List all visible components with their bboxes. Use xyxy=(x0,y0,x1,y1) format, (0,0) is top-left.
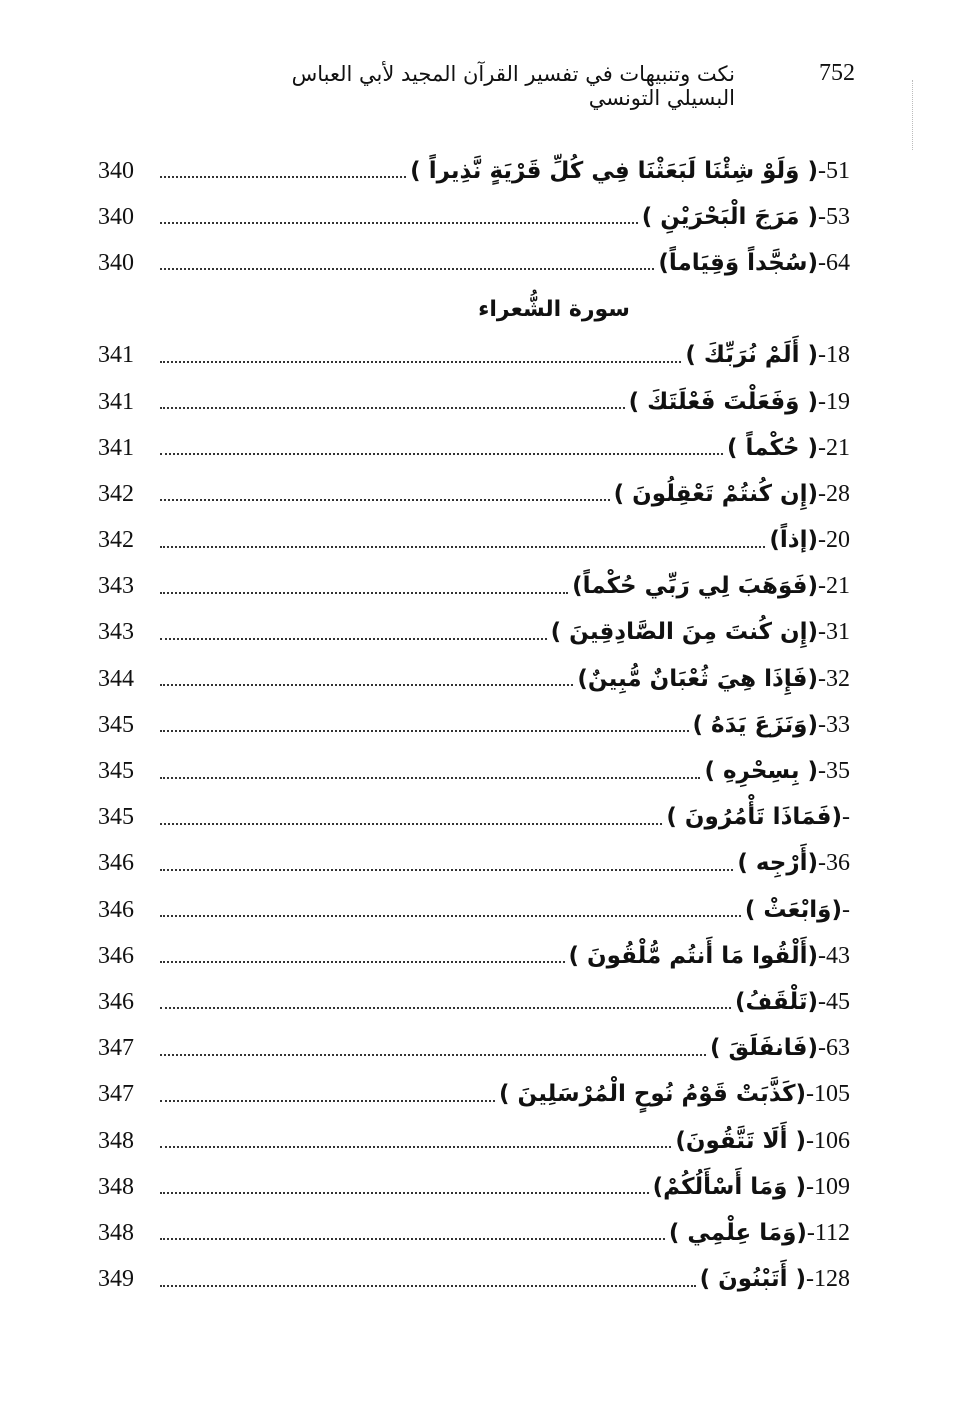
dash-separator: - xyxy=(818,573,826,600)
toc-row xyxy=(98,1118,850,1164)
dash-separator: - xyxy=(818,527,826,554)
toc-entry xyxy=(642,204,850,231)
toc-row xyxy=(98,841,850,887)
toc-row xyxy=(98,933,850,979)
dot-leader xyxy=(160,1146,671,1148)
verse-number: 45 xyxy=(826,988,850,1015)
verse-number: 63 xyxy=(826,1035,850,1062)
verse-text: (وَابْعَثْ ) xyxy=(744,896,842,923)
page-ref: 349 xyxy=(98,1266,134,1293)
toc-entry xyxy=(629,389,850,416)
toc-entry xyxy=(658,250,850,277)
toc-row xyxy=(98,979,850,1025)
verse-text: ( مَرَجَ الْبَحْرَيْنِ ) xyxy=(641,203,818,230)
verse-text: (فَإِذَا هِيَ ثُعْبَانٌ مُّبِينٌ) xyxy=(577,665,818,692)
toc-entry xyxy=(710,1035,850,1062)
verse-number: 19 xyxy=(826,388,850,415)
verse-number: 43 xyxy=(826,942,850,969)
dot-leader xyxy=(160,546,765,548)
toc-entry xyxy=(569,943,851,970)
verse-number: 28 xyxy=(826,480,850,507)
page-ref: 346 xyxy=(98,896,134,923)
margin-mark xyxy=(912,80,914,150)
dot-leader xyxy=(160,777,700,779)
toc-group-before xyxy=(98,148,850,287)
toc-row xyxy=(98,425,850,471)
page-ref: 342 xyxy=(98,480,134,507)
verse-text: (فَانفَلَقَ ) xyxy=(709,1035,818,1062)
dash-separator: - xyxy=(818,388,826,415)
dot-leader xyxy=(160,176,406,178)
dot-leader xyxy=(160,453,723,455)
toc-row xyxy=(98,702,850,748)
toc-entry xyxy=(769,527,850,554)
toc-entry xyxy=(685,342,850,369)
dot-leader xyxy=(160,684,573,686)
verse-text: ( أَلَمْ نُرَبِّكَ ) xyxy=(685,342,818,369)
dot-leader xyxy=(160,1054,706,1056)
verse-text: ( وَمَا أَسْأَلُكُمْ) xyxy=(652,1173,806,1200)
toc-entry xyxy=(745,897,850,924)
page-ref: 346 xyxy=(98,988,134,1015)
dot-leader xyxy=(160,638,547,640)
verse-number: 51 xyxy=(826,157,850,184)
toc-row xyxy=(98,1026,850,1072)
page-ref: 340 xyxy=(98,203,134,230)
verse-number: 20 xyxy=(826,527,850,554)
toc-entry xyxy=(727,435,850,462)
dot-leader xyxy=(160,730,689,732)
toc-row xyxy=(98,518,850,564)
toc-entry xyxy=(499,1081,850,1108)
page-ref: 341 xyxy=(98,434,134,461)
dash-separator: - xyxy=(818,850,826,877)
verse-text: (فَمَاذَا تَأْمُرُونَ ) xyxy=(666,804,842,831)
toc-row xyxy=(98,194,850,240)
toc-row xyxy=(98,887,850,933)
page-ref: 340 xyxy=(98,249,134,276)
dot-leader xyxy=(160,961,565,963)
verse-number: 106 xyxy=(814,1127,850,1154)
verse-text: ( وَلَوْ شِئْنَا لَبَعَثْنَا فِي كُلِّ قَرْيَةٍ نَّذِيراً ) xyxy=(410,157,818,184)
dash-separator: - xyxy=(818,342,826,369)
dash-separator: - xyxy=(818,988,826,1015)
dash-separator: - xyxy=(806,1081,814,1108)
toc-row xyxy=(98,148,850,194)
page-ref: 348 xyxy=(98,1173,134,1200)
verse-number: 32 xyxy=(826,665,850,692)
verse-number: 21 xyxy=(826,434,850,461)
toc-entry xyxy=(410,158,850,185)
dot-leader xyxy=(160,592,568,594)
verse-text: (إذاً) xyxy=(769,527,818,554)
page-ref: 346 xyxy=(98,850,134,877)
toc-entry xyxy=(551,619,850,646)
verse-number: 112 xyxy=(814,1219,850,1246)
verse-text: (إِن كُنتَ مِنَ الصَّادِقِينَ ) xyxy=(550,619,818,646)
toc-entry xyxy=(704,758,850,785)
dash-separator: - xyxy=(818,249,826,276)
verse-text: (وَمَا عِلْمِي ) xyxy=(668,1219,807,1246)
page-ref: 346 xyxy=(98,942,134,969)
verse-text: ( أَلَا تَتَّقُونَ) xyxy=(675,1127,806,1154)
toc-row xyxy=(98,1257,850,1303)
toc-row xyxy=(98,656,850,702)
toc-entry xyxy=(572,573,850,600)
verse-text: ( بِسِحْرِهِ ) xyxy=(704,758,818,785)
dot-leader xyxy=(160,1192,649,1194)
verse-number: 128 xyxy=(814,1266,850,1293)
verse-text: (وَنَزَعَ يَدَهُ ) xyxy=(692,711,818,738)
page-ref: 341 xyxy=(98,388,134,415)
page-ref: 345 xyxy=(98,758,134,785)
verse-number: 53 xyxy=(826,203,850,230)
dash-separator: - xyxy=(806,1266,814,1293)
dot-leader xyxy=(160,268,654,270)
page-ref: 348 xyxy=(98,1219,134,1246)
verse-number: 105 xyxy=(814,1081,850,1108)
dash-separator: - xyxy=(818,203,826,230)
toc-row xyxy=(98,240,850,286)
toc-entry xyxy=(700,1266,850,1293)
page-ref: 345 xyxy=(98,804,134,831)
toc-entry xyxy=(735,989,850,1016)
toc-row xyxy=(98,379,850,425)
toc-row xyxy=(98,610,850,656)
toc-entry xyxy=(737,850,850,877)
page-ref: 343 xyxy=(98,619,134,646)
toc-group-after xyxy=(98,333,850,1303)
toc-entry xyxy=(577,666,850,693)
dash-separator: - xyxy=(818,1035,826,1062)
page-ref: 340 xyxy=(98,157,134,184)
section-heading xyxy=(98,287,850,333)
page-ref: 345 xyxy=(98,711,134,738)
dot-leader xyxy=(160,915,741,917)
page-ref: 344 xyxy=(98,665,134,692)
dot-leader xyxy=(160,1007,731,1009)
verse-text: ( حُكْماً ) xyxy=(726,434,818,461)
section-title: سورة الشُّعراء xyxy=(478,297,630,323)
verse-text: (تَلْقَفُ) xyxy=(735,988,818,1015)
toc-row xyxy=(98,564,850,610)
verse-text: ( أَتَبْنُونَ ) xyxy=(699,1266,806,1293)
dash-separator: - xyxy=(818,665,826,692)
dash-separator: - xyxy=(818,619,826,646)
toc-row xyxy=(98,1164,850,1210)
dot-leader xyxy=(160,869,733,871)
verse-text: ( وَفَعَلْتَ فَعْلَتَكَ ) xyxy=(628,388,818,415)
page-ref: 341 xyxy=(98,342,134,369)
verse-text: (إِن كُنتُمْ تَعْقِلُونَ ) xyxy=(613,480,818,507)
page-ref: 348 xyxy=(98,1127,134,1154)
verse-number: 35 xyxy=(826,758,850,785)
toc-entry xyxy=(614,481,850,508)
dot-leader xyxy=(160,361,681,363)
dash-separator: - xyxy=(806,1127,814,1154)
page-ref: 347 xyxy=(98,1081,134,1108)
dot-leader xyxy=(160,1285,696,1287)
dash-separator: - xyxy=(806,1173,814,1200)
verse-number: 18 xyxy=(826,342,850,369)
toc-entry xyxy=(675,1128,850,1155)
dash-separator: - xyxy=(842,804,850,831)
verse-text: (فَوَهَبَ لِي رَبِّي حُكْماً) xyxy=(572,573,818,600)
dot-leader xyxy=(160,823,662,825)
toc-row xyxy=(98,1072,850,1118)
dash-separator: - xyxy=(818,711,826,738)
verse-text: (سُجَّداً وَقِيَاماً) xyxy=(658,249,818,276)
toc-row xyxy=(98,471,850,517)
verse-text: (أَلْقُوا مَا أَنتُم مُّلْقُونَ ) xyxy=(568,942,818,969)
page-header xyxy=(270,60,855,110)
page-ref: 343 xyxy=(98,573,134,600)
toc-entry xyxy=(693,712,851,739)
dash-separator: - xyxy=(818,942,826,969)
dash-separator: - xyxy=(806,1219,815,1246)
verse-number: 64 xyxy=(826,249,850,276)
dot-leader xyxy=(160,222,638,224)
toc-row xyxy=(98,795,850,841)
dash-separator: - xyxy=(818,758,826,785)
verse-text: (كَذَّبَتْ قَوْمُ نُوحٍ الْمُرْسَلِينَ ) xyxy=(498,1081,806,1108)
dot-leader xyxy=(160,1100,495,1102)
verse-number: 31 xyxy=(826,619,850,646)
dash-separator: - xyxy=(842,896,850,923)
verse-number: 21 xyxy=(826,573,850,600)
toc-entry xyxy=(666,804,850,831)
dot-leader xyxy=(160,499,610,501)
verse-number: 33 xyxy=(826,711,850,738)
toc-entry xyxy=(653,1174,850,1201)
dot-leader xyxy=(160,407,625,409)
dash-separator: - xyxy=(818,157,826,184)
page-ref: 342 xyxy=(98,527,134,554)
page-ref: 347 xyxy=(98,1035,134,1062)
toc-entry xyxy=(669,1220,850,1247)
verse-text: (أَرْجِه ) xyxy=(737,850,818,877)
running-title: نكت وتنبيهات في تفسير القرآن المجيد لأبي العباس البسيلي التونسي xyxy=(291,62,735,110)
dash-separator: - xyxy=(818,434,826,461)
page-number: 752 xyxy=(819,60,855,86)
dot-leader xyxy=(160,1238,665,1240)
table-of-contents xyxy=(98,148,850,1303)
toc-row xyxy=(98,748,850,794)
toc-row xyxy=(98,333,850,379)
toc-row xyxy=(98,1210,850,1256)
dash-separator: - xyxy=(818,480,826,507)
verse-number: 36 xyxy=(826,850,850,877)
verse-number: 109 xyxy=(814,1173,850,1200)
